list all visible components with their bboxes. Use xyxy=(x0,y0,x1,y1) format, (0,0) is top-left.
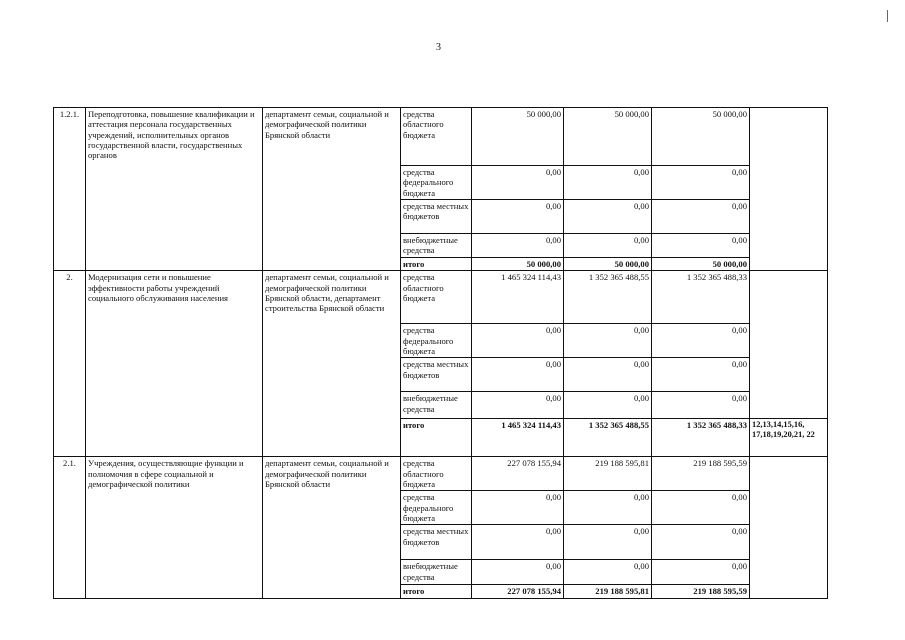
source-label: средства местных бюджетов xyxy=(401,199,472,233)
source-label: средства местных бюджетов xyxy=(401,358,472,392)
amount-cell: 0,00 xyxy=(564,525,652,560)
row-number: 2. xyxy=(54,271,86,457)
total-label: итого xyxy=(401,419,472,457)
source-label: средства федерального бюджета xyxy=(401,324,472,358)
amount-cell: 227 078 155,94 xyxy=(472,457,564,491)
total-cell: 50 000,00 xyxy=(652,257,750,270)
amount-cell: 0,00 xyxy=(564,324,652,358)
amount-cell: 0,00 xyxy=(652,358,750,392)
total-cell: 227 078 155,94 xyxy=(472,585,564,598)
executor: департамент семьи, социальной и демографической политики Брянской области xyxy=(263,108,401,271)
amount-cell: 0,00 xyxy=(472,525,564,560)
source-label: средства областного бюджета xyxy=(401,271,472,324)
executor: департамент семьи, социальной и демографической политики Брянской области xyxy=(263,457,401,598)
total-cell: 219 188 595,59 xyxy=(652,585,750,598)
amount-cell: 0,00 xyxy=(564,358,652,392)
amount-cell: 0,00 xyxy=(472,199,564,233)
total-cell: 50 000,00 xyxy=(472,257,564,270)
amount-cell: 1 352 365 488,33 xyxy=(652,271,750,324)
indicator-blank xyxy=(750,271,828,419)
amount-cell: 1 352 365 488,55 xyxy=(564,271,652,324)
source-label: средства областного бюджета xyxy=(401,108,472,166)
amount-cell: 0,00 xyxy=(652,560,750,585)
amount-cell: 0,00 xyxy=(652,525,750,560)
scan-mark xyxy=(887,10,888,22)
amount-cell: 0,00 xyxy=(652,324,750,358)
amount-cell: 0,00 xyxy=(652,392,750,419)
amount-cell: 0,00 xyxy=(472,233,564,257)
source-label: средства областного бюджета xyxy=(401,457,472,491)
total-label: итого xyxy=(401,585,472,598)
measure-name: Учреждения, осуществляющие функции и полномочия в сфере социальной и демографической политики xyxy=(86,457,263,598)
amount-cell: 219 188 595,81 xyxy=(564,457,652,491)
amount-cell: 0,00 xyxy=(472,491,564,525)
measure-name: Переподготовка, повышение квалификации и аттестация персонала государственных учреждений, исполнительных органов государственной власти, государственных органов xyxy=(86,108,263,271)
amount-cell: 0,00 xyxy=(472,392,564,419)
amount-cell: 0,00 xyxy=(564,166,652,200)
table-row xyxy=(54,271,828,324)
amount-cell: 0,00 xyxy=(472,324,564,358)
indicator-numbers xyxy=(750,108,828,271)
amount-cell: 50 000,00 xyxy=(652,108,750,166)
amount-cell: 0,00 xyxy=(564,560,652,585)
amount-cell: 0,00 xyxy=(472,358,564,392)
amount-cell: 219 188 595,59 xyxy=(652,457,750,491)
total-cell: 1 465 324 114,43 xyxy=(472,419,564,457)
indicator-numbers: 12,13,14,15,16, 17,18,19,20,21, 22 xyxy=(750,419,828,457)
measure-name: Модернизация сети и повышение эффективности работы учреждений социального обслуживания населения xyxy=(86,271,263,457)
source-label: внебюджетные средства xyxy=(401,233,472,257)
amount-cell: 50 000,00 xyxy=(472,108,564,166)
total-label: итого xyxy=(401,257,472,270)
amount-cell: 0,00 xyxy=(564,392,652,419)
amount-cell: 1 465 324 114,43 xyxy=(472,271,564,324)
amount-cell: 0,00 xyxy=(564,233,652,257)
total-cell: 1 352 365 488,55 xyxy=(564,419,652,457)
source-label: внебюджетные средства xyxy=(401,560,472,585)
source-label: средства местных бюджетов xyxy=(401,525,472,560)
page-number: 3 xyxy=(436,42,441,53)
row-number: 1.2.1. xyxy=(54,108,86,271)
amount-cell: 0,00 xyxy=(472,166,564,200)
source-label: средства федерального бюджета xyxy=(401,166,472,200)
table-row xyxy=(54,108,828,166)
total-cell: 219 188 595,81 xyxy=(564,585,652,598)
amount-cell: 0,00 xyxy=(652,233,750,257)
total-cell: 50 000,00 xyxy=(564,257,652,270)
amount-cell: 0,00 xyxy=(564,491,652,525)
amount-cell: 0,00 xyxy=(652,199,750,233)
total-cell: 1 352 365 488,33 xyxy=(652,419,750,457)
executor: департамент семьи, социальной и демографической политики Брянской области, департамент строительства Брянской области xyxy=(263,271,401,457)
amount-cell: 0,00 xyxy=(564,199,652,233)
row-number: 2.1. xyxy=(54,457,86,598)
budget-table xyxy=(53,107,828,599)
amount-cell: 0,00 xyxy=(652,491,750,525)
table-row xyxy=(54,457,828,491)
source-label: внебюджетные средства xyxy=(401,392,472,419)
amount-cell: 0,00 xyxy=(472,560,564,585)
indicator-numbers xyxy=(750,457,828,598)
amount-cell: 0,00 xyxy=(652,166,750,200)
source-label: средства федерального бюджета xyxy=(401,491,472,525)
amount-cell: 50 000,00 xyxy=(564,108,652,166)
